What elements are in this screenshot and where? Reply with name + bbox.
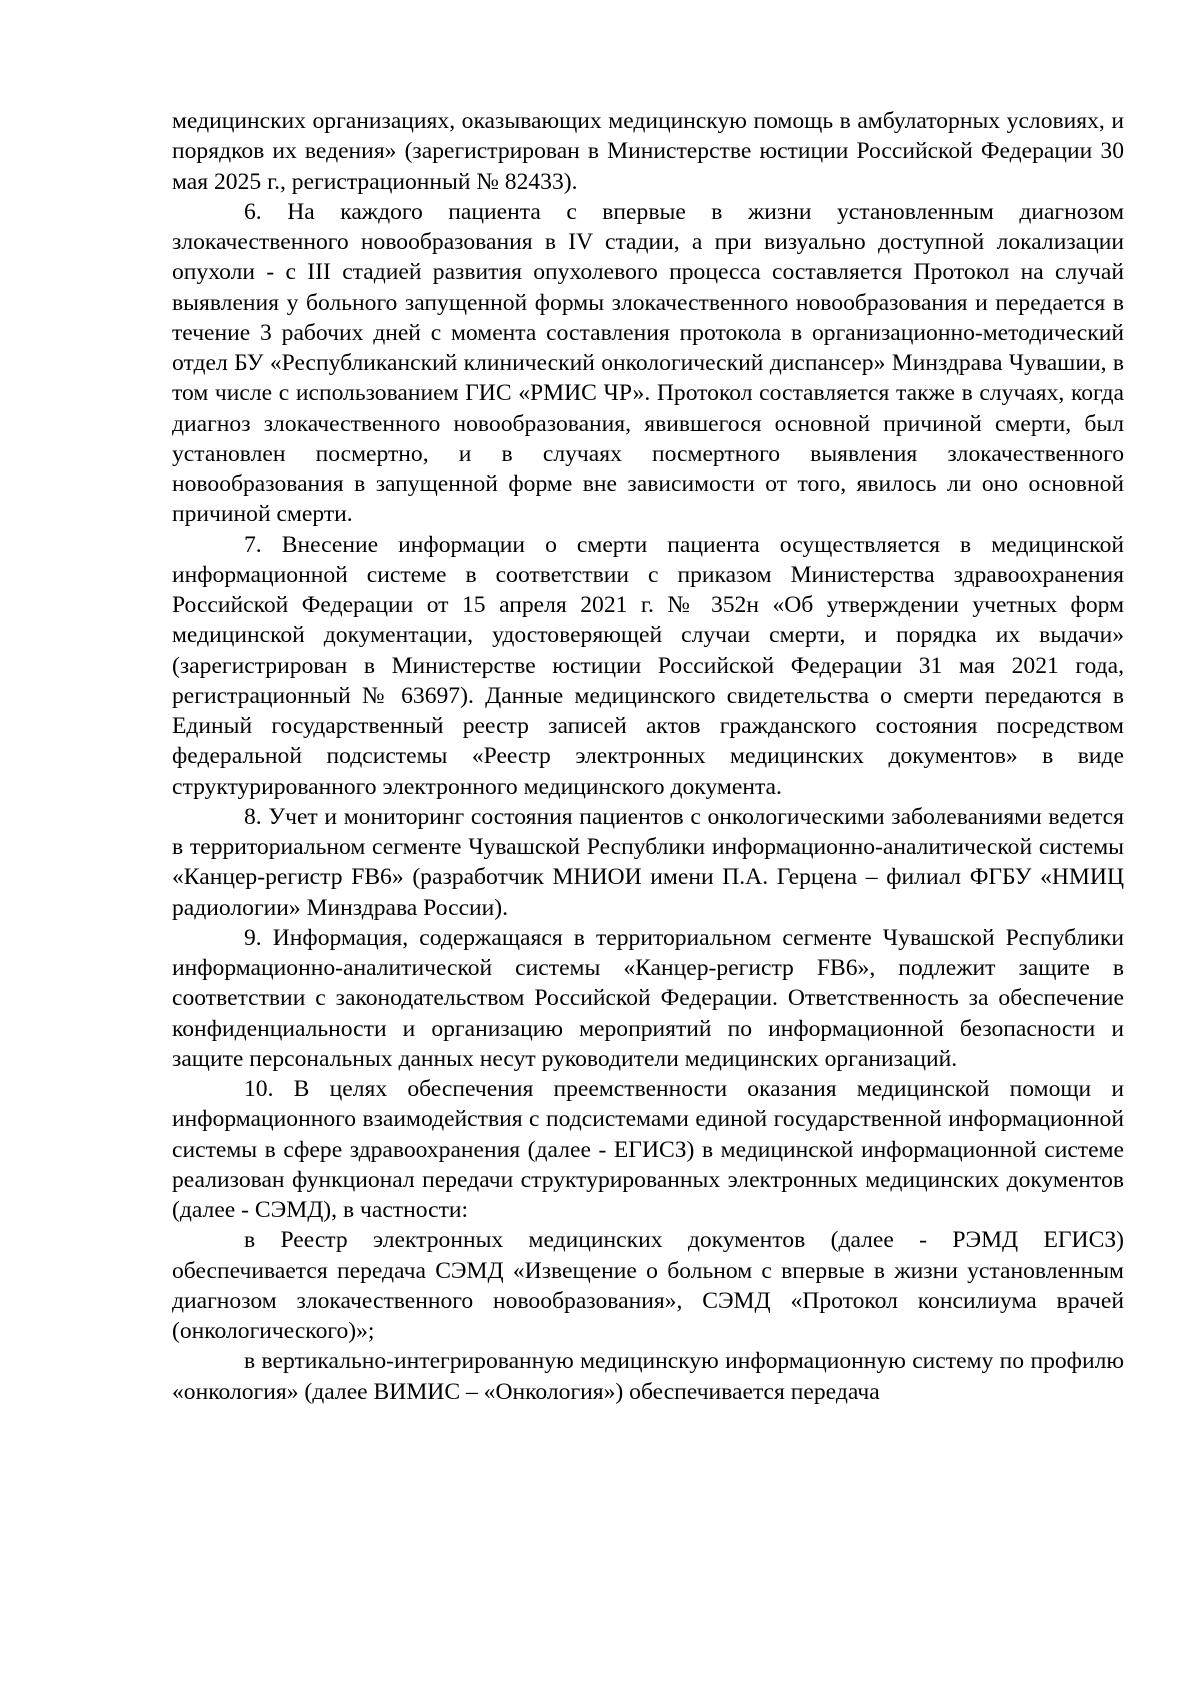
- paragraph-item-7: 7. Внесение информации о смерти пациента осуществляется в медицинской информационной системе в соответствии с приказом Министерства здравоохранения Российской Федерации от 15 апреля 2021 г. № 352н «Об утверждении учетных форм медицинской документации, удостоверяющей случаи смерти, и порядка их выдачи» (зарегистрирован в Министерстве юстиции Российской Федерации 31 мая 2021 года, регистрационный № 63697). Данные медицинского свидетельства о смерти передаются в Единый государственный реестр записей актов гражданского состояния посредством федеральной подсистемы «Реестр электронных медицинских документов» в виде структурированного электронного медицинского документа.: [172, 531, 1124, 800]
- paragraph-item-8: 8. Учет и мониторинг состояния пациентов с онкологическими заболеваниями ведется в территориальном сегменте Чувашской Республики информационно-аналитической системы «Канцер-регистр FB6» (разработчик МНИОИ имени П.А. Герцена – филиал ФГБУ «НМИЦ радиологии» Минздрава России).: [172, 803, 1124, 921]
- paragraph-item-10: 10. В целях обеспечения преемственности оказания медицинской помощи и информационного взаимодействия с подсистемами единой государственной информационной системы в сфере здравоохранения (далее - ЕГИСЗ) в медицинской информационной системе реализован функционал передачи структурированных электронных медицинских документов (далее - СЭМД), в частности:: [172, 1076, 1124, 1223]
- paragraph-vimis: в вертикально-интегрированную медицинскую информационную систему по профилю «онкология» (далее ВИМИС – «Онкология») обеспечивается передача: [172, 1348, 1124, 1405]
- paragraph-item-6: 6. На каждого пациента с впервые в жизни установленным диагнозом злокачественного новообразования в IV стадии, а при визуально доступной локализации опухоли - с III стадией развития опухолевого процесса составляется Протокол на случай выявления у больного запущенной формы злокачественного новообразования и передается в течение 3 рабочих дней с момента составления протокола в организационно-методический отдел БУ «Республиканский клинический онкологический диспансер» Минздрава Чувашии, в том числе с использованием ГИС «РМИС ЧР». Протокол составляется также в случаях, когда диагноз злокачественного новообразования, явившегося основной причиной смерти, был установлен посмертно, и в случаях посмертного выявления злокачественного новообразования в запущенной форме вне зависимости от того, явилось ли оно основной причиной смерти.: [172, 198, 1124, 528]
- paragraph-item-9: 9. Информация, содержащаяся в территориальном сегменте Чувашской Республики информационно-аналитической системы «Канцер-регистр FB6», подлежит защите в соответствии с законодательством Российской Федерации. Ответственность за обеспечение конфиденциальности и организацию мероприятий по информационной безопасности и защите персональных данных несут руководители медицинских организаций.: [172, 924, 1124, 1072]
- paragraph-continuation: медицинских организациях, оказывающих медицинскую помощь в амбулаторных условиях, и порядков их ведения» (зарегистрирован в Министерстве юстиции Российской Федерации 30 мая 2025 г., регистрационный № 82433).: [172, 108, 1124, 195]
- paragraph-remd: в Реестр электронных медицинских документов (далее - РЭМД ЕГИСЗ) обеспечивается передача СЭМД «Извещение о больном с впервые в жизни установленным диагнозом злокачественного новообразования», СЭМД «Протокол консилиума врачей (онкологического)»;: [172, 1227, 1124, 1344]
